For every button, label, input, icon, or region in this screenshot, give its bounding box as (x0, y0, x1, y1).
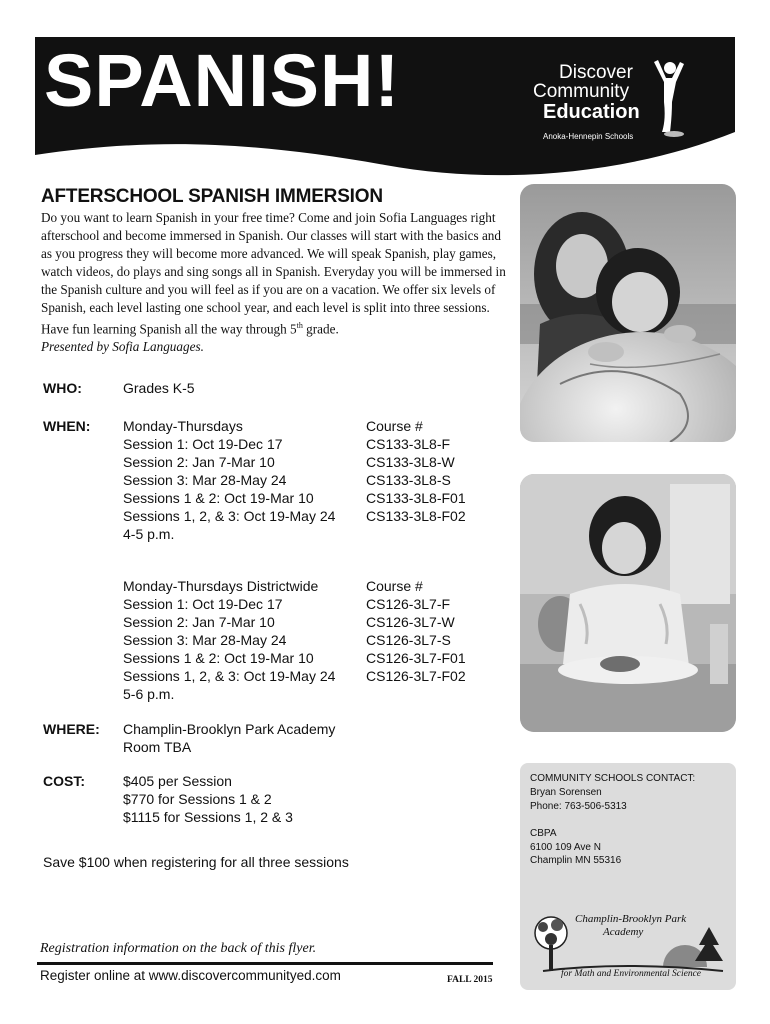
season-label: FALL 2015 (447, 975, 493, 985)
logo-line-3: Education (543, 101, 640, 123)
course-code: CS133-3L8-S (366, 472, 451, 488)
section-heading: AFTERSCHOOL SPANISH IMMERSION (41, 186, 383, 207)
cost-line: $405 per Session (123, 773, 232, 789)
course-code: CS133-3L8-W (366, 454, 455, 470)
where-value (123, 720, 335, 756)
page-title: SPANISH! (44, 39, 401, 122)
contact-org: CBPA (530, 828, 557, 839)
footer-divider (37, 962, 493, 965)
who-value: Grades K-5 (123, 380, 195, 396)
course-code: CS126-3L7-F02 (366, 668, 466, 684)
course-column-2 (366, 577, 466, 685)
photo-girl-craft-activity (520, 474, 736, 732)
when-label: WHEN: (43, 418, 91, 434)
course-code: CS126-3L7-F01 (366, 650, 466, 666)
block2-session: Session 2: Jan 7-Mar 10 (123, 614, 275, 630)
block2-session: Sessions 1 & 2: Oct 19-Mar 10 (123, 650, 314, 666)
where-line-1: Champlin-Brooklyn Park Academy (123, 721, 336, 737)
course-code: CS126-3L7-W (366, 614, 455, 630)
cost-line: $770 for Sessions 1 & 2 (123, 791, 272, 807)
block2-title: Monday-Thursdays Districtwide (123, 578, 319, 594)
academy-logo (523, 905, 733, 985)
photo-woman-girl-globe (520, 184, 736, 442)
block1-session: Session 2: Jan 7-Mar 10 (123, 454, 275, 470)
contact-address-1: 6100 109 Ave N (530, 842, 601, 853)
contact-address-2: Champlin MN 55316 (530, 855, 622, 866)
academy-name-line-2: Academy (603, 926, 644, 938)
contact-phone: Phone: 763-506-5313 (530, 801, 627, 812)
academy-name-line-3: for Math and Environmental Science (561, 969, 702, 979)
block1-session: Session 3: Mar 28-May 24 (123, 472, 287, 488)
block1-session: Sessions 1, 2, & 3: Oct 19-May 24 (123, 508, 336, 524)
course-code: CS126-3L7-F (366, 596, 451, 612)
logo-line-1: Discover (559, 62, 633, 83)
contact-name: Bryan Sorensen (530, 787, 602, 798)
person-figure-icon (648, 58, 688, 138)
intro-body: Do you want to learn Spanish in your free time? Come and join Sofia Languages right afterschool and become immersed in Spanish. Our classes will start with the basics and as you progress they will become more advanced. We will speak Spanish, play games, watch videos, do plays and sing songs all in Spanish. Everyday you will be immersed in the Spanish culture and you will feel as if you are on a vacation. We offer six levels of Spanish, each level lasting one school year, and each level is split into three sessions. Have fun learning Spanish all the way through 5 (41, 210, 506, 337)
block2-time: 5-6 p.m. (123, 686, 175, 702)
logo-line-4: Anoka-Hennepin Schools (543, 132, 634, 141)
course-header: Course # (366, 418, 423, 434)
block1-session: Sessions 1 & 2: Oct 19-Mar 10 (123, 490, 314, 506)
register-online-link[interactable]: Register online at www.discovercommunityed.com (40, 968, 341, 983)
who-label: WHO: (43, 380, 82, 396)
contact-title: COMMUNITY SCHOOLS CONTACT: (530, 773, 696, 784)
block1-title: Monday-Thursdays (123, 418, 243, 434)
block2-session: Sessions 1, 2, & 3: Oct 19-May 24 (123, 668, 336, 684)
academy-name-line-1: Champlin-Brooklyn Park (575, 913, 687, 925)
where-line-2: Room TBA (123, 739, 192, 755)
registration-info: Registration information on the back of this flyer. (40, 941, 317, 956)
save-note: Save $100 when registering for all three sessions (43, 854, 349, 870)
block2-session: Session 3: Mar 28-May 24 (123, 632, 287, 648)
intro-superscript: th (296, 321, 303, 330)
intro-paragraph (41, 209, 511, 356)
presented-by: Presented by Sofia Languages. (41, 339, 204, 355)
block1-time: 4-5 p.m. (123, 526, 175, 542)
cost-line: $1115 for Sessions 1, 2 & 3 (123, 809, 293, 825)
intro-body-end: grade. (302, 321, 339, 337)
course-code: CS133-3L8-F (366, 436, 451, 452)
course-header: Course # (366, 578, 423, 594)
block1-session: Session 1: Oct 19-Dec 17 (123, 436, 283, 452)
course-code: CS133-3L8-F02 (366, 508, 466, 524)
cost-value (123, 772, 293, 826)
logo-line-2: Community (533, 81, 630, 102)
schedule-block-2 (123, 577, 335, 703)
course-column-1 (366, 417, 466, 525)
cost-label: COST: (43, 773, 85, 789)
schedule-block-1 (123, 417, 335, 543)
course-code: CS133-3L8-F01 (366, 490, 466, 506)
discover-community-education-logo (533, 62, 703, 152)
block2-session: Session 1: Oct 19-Dec 17 (123, 596, 283, 612)
course-code: CS126-3L7-S (366, 632, 451, 648)
where-label: WHERE: (43, 721, 100, 737)
